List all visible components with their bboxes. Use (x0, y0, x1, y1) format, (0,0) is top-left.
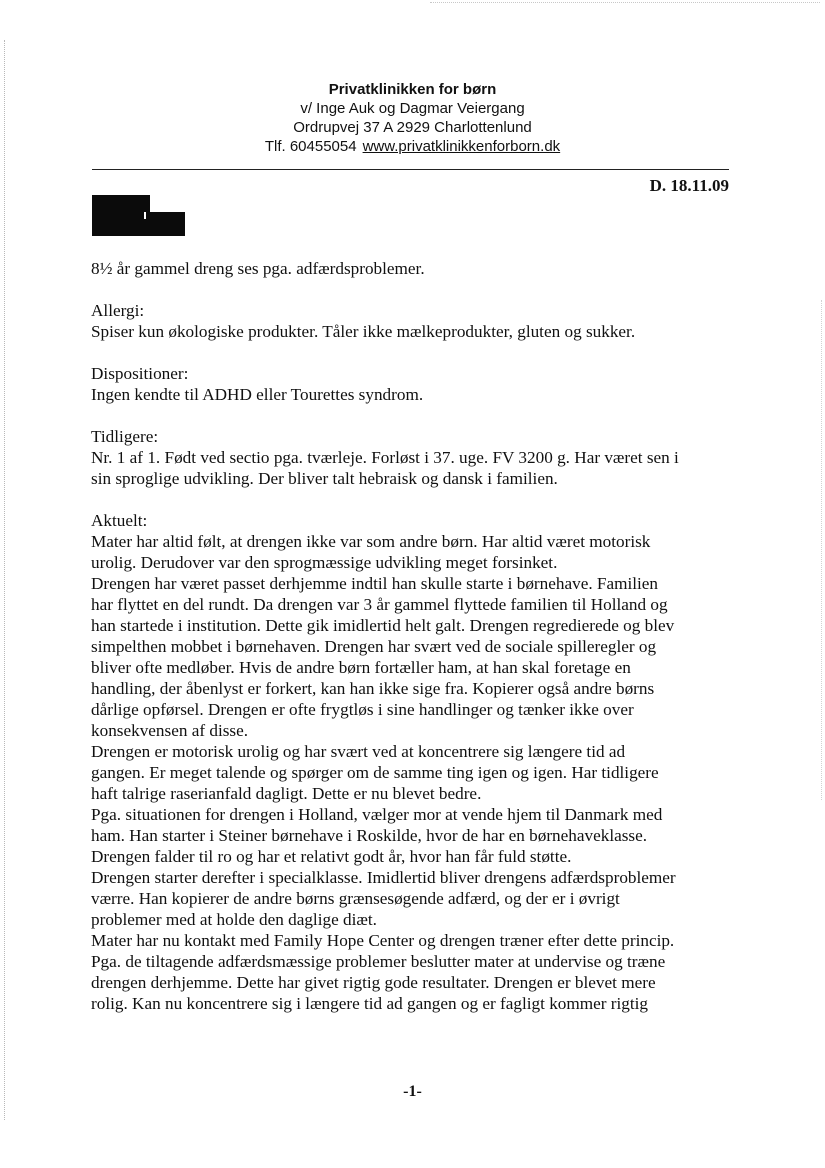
spacer (91, 405, 741, 426)
redaction-gap (144, 212, 146, 219)
aktuelt-line: han startede i institution. Dette gik imidlertid helt galt. Drengen regredierede og blev (91, 616, 675, 635)
clinic-contact (0, 137, 825, 156)
aktuelt-line: Mater har nu kontakt med Family Hope Center og drengen træner efter dette princip. (91, 931, 675, 950)
aktuelt-line: haft talrige raserianfald dagligt. Dette er nu blevet bedre. (91, 784, 482, 803)
document-date: D. 18.11.09 (649, 176, 729, 195)
aktuelt-line: bliver ofte medløber. Hvis de andre børn fortæller ham, at han skal foretage en (91, 658, 631, 677)
aktuelt-line: handling, der åbenlyst er forkert, kan han ikke sige fra. Kopierer også andre børns (91, 679, 655, 698)
aktuelt-line: Mater har altid følt, at drengen ikke var som andre børn. Har altid været motorisk (91, 532, 651, 551)
header-divider (92, 169, 729, 170)
letterhead (0, 80, 825, 156)
aktuelt-line: ham. Han starter i Steiner børnehave i Roskilde, hvor de har en børnehaveklasse. (91, 826, 648, 845)
aktuelt-line: Drengen falder til ro og har et relativt godt år, hvor han får fuld støtte. (91, 847, 572, 866)
allergi-text: Spiser kun økologiske produkter. Tåler ikke mælkeprodukter, gluten og sukker. (91, 322, 636, 341)
aktuelt-line: værre. Han kopierer de andre børns grænsesøgende adfærd, og der er i øvrigt (91, 889, 620, 908)
aktuelt-line: problemer med at holde den daglige diæt. (91, 910, 377, 929)
aktuelt-line: konsekvensen af disse. (91, 721, 249, 740)
scan-edge-left (4, 40, 5, 1120)
spacer (91, 279, 741, 300)
aktuelt-line: dårlige opførsel. Drengen er ofte frygtløs i sine handlinger og tænker ikke over (91, 700, 634, 719)
aktuelt-line: har flyttet en del rundt. Da drengen var 3 år gammel flyttede familien til Holland og (91, 595, 668, 614)
spacer (91, 342, 741, 363)
aktuelt-line: Drengen starter derefter i specialklasse. Imidlertid bliver drengens adfærdsproblemer (91, 868, 676, 887)
clinic-name: Privatklinikken for børn (328, 81, 497, 98)
aktuelt-line: urolig. Derudover var den sprogmæssige udvikling meget forsinket. (91, 553, 558, 572)
aktuelt-line: Pga. de tiltagende adfærdsmæssige problemer beslutter mater at undervise og træne (91, 952, 666, 971)
aktuelt-line: rolig. Kan nu koncentrere sig i længere tid ad gangen og er fagligt kommer rigtig (91, 994, 649, 1013)
spacer (91, 489, 741, 510)
journal-body (91, 258, 741, 1014)
redaction-block (92, 195, 150, 236)
intro-line: 8½ år gammel dreng ses pga. adfærdsproblemer. (91, 259, 425, 278)
dispositioner-text: Ingen kendte til ADHD eller Tourettes syndrom. (91, 385, 424, 404)
aktuelt-line: Drengen er motorisk urolig og har svært ved at koncentrere sig længere tid ad (91, 742, 626, 761)
aktuelt-line: gangen. Er meget talende og spørger om de samme ting igen og igen. Har tidligere (91, 763, 659, 782)
redaction-block-secondary (146, 212, 185, 236)
aktuelt-line: Pga. situationen for drengen i Holland, vælger mor at vende hjem til Danmark med (91, 805, 663, 824)
page-number: -1- (403, 1083, 422, 1100)
aktuelt-heading: Aktuelt: (91, 511, 148, 530)
tidligere-line: Nr. 1 af 1. Født ved sectio pga. tværleje. Forløst i 37. uge. FV 3200 g. Har været sen i (91, 448, 679, 467)
clinic-phone: Tlf. 60455054 (264, 138, 357, 155)
dispositioner-heading: Dispositioner: (91, 364, 189, 383)
scan-edge-top (430, 2, 820, 3)
clinic-website-link[interactable]: www.privatklinikkenforborn.dk (362, 138, 561, 155)
aktuelt-line: simpelthen mobbet i børnehaven. Drengen har svært ved de sociale spilleregler og (91, 637, 657, 656)
aktuelt-line: drengen derhjemme. Dette har givet rigtig gode resultater. Drengen er blevet mere (91, 973, 656, 992)
tidligere-line: sin sproglige udvikling. Der bliver talt hebraisk og dansk i familien. (91, 469, 558, 488)
allergi-heading: Allergi: (91, 301, 145, 320)
clinic-owners: v/ Inge Auk og Dagmar Veiergang (300, 100, 525, 117)
tidligere-heading: Tidligere: (91, 427, 159, 446)
scan-edge-right (821, 300, 822, 800)
clinic-address: Ordrupvej 37 A 2929 Charlottenlund (293, 119, 532, 136)
aktuelt-line: Drengen har været passet derhjemme indtil han skulle starte i børnehave. Familien (91, 574, 659, 593)
